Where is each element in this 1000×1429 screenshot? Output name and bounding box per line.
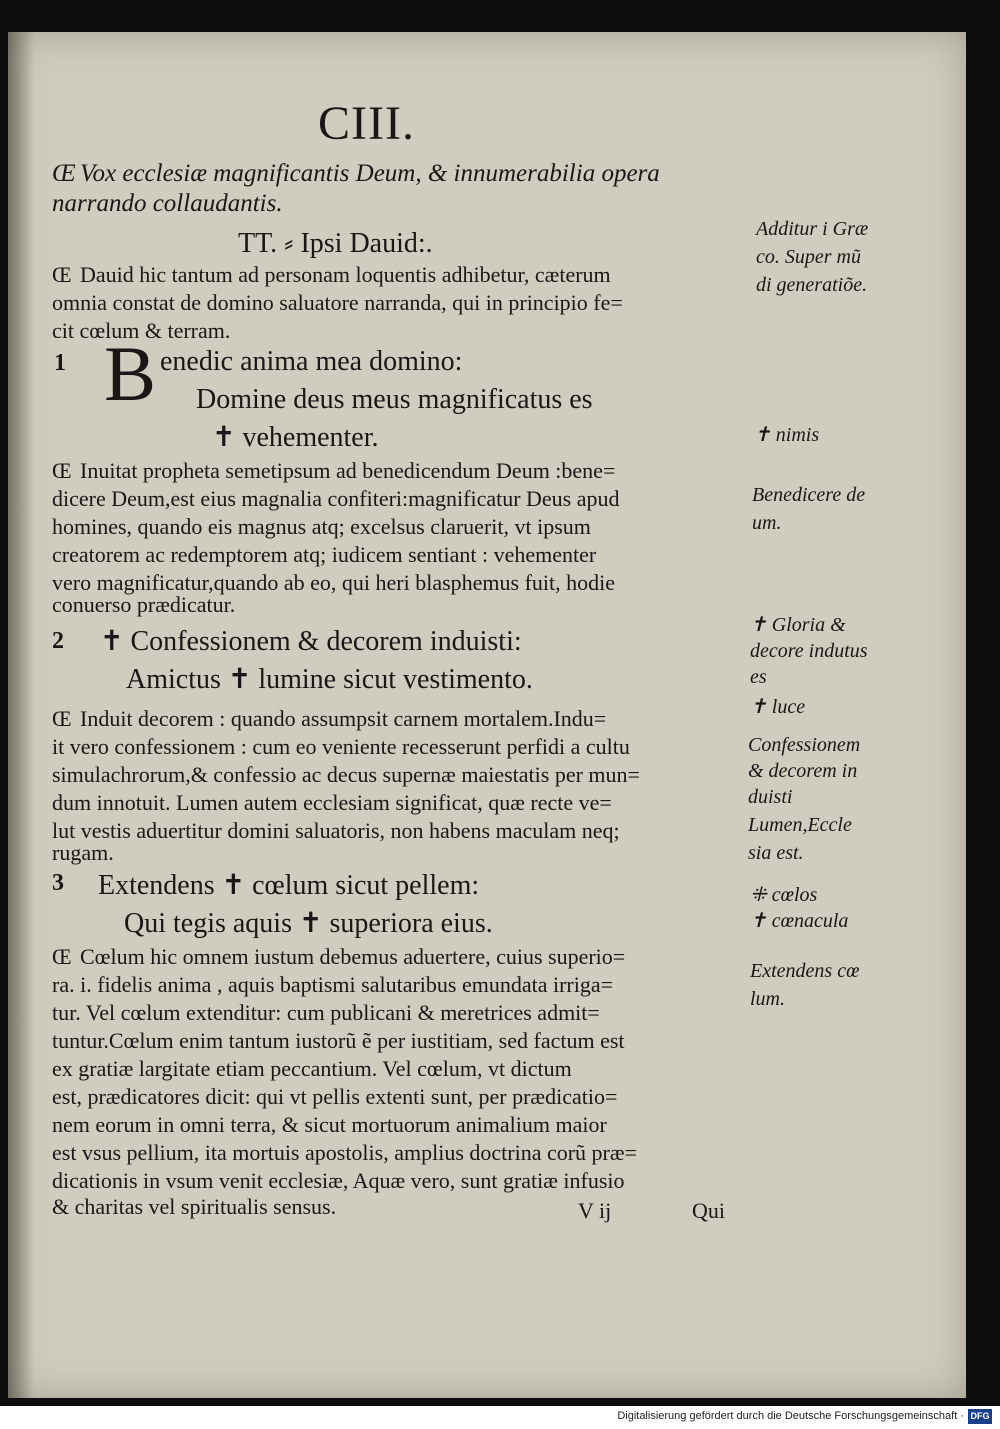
verse-3-number: 3 (52, 870, 64, 896)
marginal-note-4-line-1: ✝ Gloria & (750, 614, 846, 636)
verse-3-line-1: Extendens ✝ cœlum sicut pellem: (98, 870, 480, 901)
page-gutter-shadow (8, 32, 34, 1398)
commentary-2-line-5: vero magnificatur,quando ab eo, qui heri blasphemus fuit, hodie (52, 570, 616, 595)
commentary-3-line-1: Œ Induit decorem : quando assumpsit carnem mortalem.Indu= (52, 706, 607, 731)
commentary-4-line-10: & charitas vel spiritualis sensus. (52, 1194, 337, 1219)
argument-line-2: narrando collaudantis. (52, 190, 283, 217)
verse-2-line-1: ✝ Confessionem & decorem induisti: (100, 626, 522, 657)
commentary-2-line-6: conuerso prædicatur. (52, 592, 236, 617)
signature-mark: V ij (578, 1198, 612, 1223)
marginal-note-2: ✝ nimis (754, 424, 820, 446)
funding-credit: Digitalisierung gefördert durch die Deutsche Forschungsgemeinschaft · (617, 1410, 964, 1422)
commentary-1-line-2: omnia constat de domino saluatore narranda, qui in principio fe= (52, 290, 623, 315)
psalm-title-line: TT. ⸗ Ipsi Dauid:. (238, 228, 433, 259)
marginal-note-6-line-5: sia est. (748, 842, 804, 864)
marginal-note-1-line-3: di generatiõe. (756, 274, 868, 296)
commentary-3-line-3: simulachrorum,& confessio ac decus supernæ maiestatis per mun= (52, 762, 640, 787)
marginal-note-6-line-4: Lumen,Eccle (748, 814, 852, 836)
commentary-4-line-4: tuntur.Cœlum enim tantum iustorũ ẽ per iustitiam, sed factum est (52, 1028, 625, 1053)
pilcrow-icon: Œ (52, 262, 72, 287)
commentary-2-line-4: creatorem ac redemptorem atq; iudicem sentiant : vehementer (52, 542, 597, 567)
commentary-3-line-6: rugam. (52, 840, 114, 865)
pilcrow-icon: Œ (52, 458, 72, 483)
marginal-note-7-line-2: ✝ cœnacula (750, 910, 849, 932)
commentary-1-line-1: Œ Dauid hic tantum ad personam loquentis adhibetur, cæterum (52, 262, 611, 287)
footer-bar (0, 1406, 1000, 1429)
commentary-1-line-3: cit cœlum & terram. (52, 318, 231, 343)
marginal-note-5: ✝ luce (750, 696, 806, 718)
verse-1-number: 1 (54, 350, 66, 376)
marginal-note-3-line-1: Benedicere de (752, 484, 866, 506)
marginal-note-3-line-2: um. (752, 512, 782, 534)
marginal-note-8-line-1: Extendens cœ (750, 960, 860, 982)
commentary-4-line-9: dicationis in vsum venit ecclesiæ, Aquæ vero, sunt gratiæ infusio (52, 1168, 625, 1193)
dfg-logo-icon: DFG (968, 1409, 992, 1424)
commentary-2-line-1: Œ Inuitat propheta semetipsum ad benedicendum Deum :bene= (52, 458, 616, 483)
pilcrow-icon: Œ (52, 706, 72, 731)
marginal-note-7-line-1: ⁜ cœlos (750, 884, 818, 906)
verse-2-line-2: Amictus ✝ lumine sicut vestimento. (126, 664, 533, 695)
commentary-4-line-5: ex gratiæ largitate etiam peccantium. Vel cœlum, vt dictum (52, 1056, 572, 1081)
commentary-4-line-1: Œ Cœlum hic omnem iustum debemus aduertere, cuius superio= (52, 944, 626, 969)
commentary-3-line-5: lut vestis aduertitur domini saluatoris, non habens maculam neq; (52, 818, 620, 843)
commentary-4-line-2: ra. i. fidelis anima , aquis baptismi salutaribus emundata irriga= (52, 972, 614, 997)
marginal-note-8-line-2: lum. (750, 988, 785, 1010)
psalm-number-heading: CIII. (318, 97, 415, 150)
verse-1-line-1-text: enedic anima mea domino: (160, 346, 463, 377)
catchword: Qui (692, 1198, 725, 1223)
pilcrow-icon: Œ (52, 944, 72, 969)
commentary-3-line-2: it vero confessionem : cum eo veniente recesserunt perfidi a cultu (52, 734, 630, 759)
verse-2-number: 2 (52, 628, 64, 654)
marginal-note-6-line-1: Confessionem (748, 734, 861, 756)
commentary-4-line-6: est, prædicatores dicit: qui vt pellis extenti sunt, per prædicatio= (52, 1084, 618, 1109)
commentary-2-line-2: dicere Deum,est eius magnalia confiteri:magnificatur Deus apud (52, 486, 620, 511)
commentary-4-line-3: tur. Vel cœlum extenditur: cum publicani & meretrices admit= (52, 1000, 600, 1025)
verse-1-line-2: Domine deus meus magnificatus es (196, 384, 593, 415)
argument-line-1: Œ Vox ecclesiæ magnificantis Deum, & innumerabilia opera (52, 160, 660, 187)
marginal-note-1-line-1: Additur i Græ (756, 218, 869, 240)
commentary-4-line-7: nem eorum in omni terra, & sicut mortuorum animalium maior (52, 1112, 607, 1137)
marginal-note-6-line-2: & decorem in (748, 760, 858, 782)
marginal-note-6-line-3: duisti (748, 786, 793, 808)
verse-1-line-1 (160, 346, 462, 378)
drop-cap: B (104, 330, 157, 417)
commentary-2-line-3: homines, quando eis magnus atq; excelsus claruerit, vt ipsum (52, 514, 591, 539)
pilcrow-icon: Œ (52, 160, 76, 187)
verse-1-line-3: ✝ vehementer. (212, 422, 379, 453)
marginal-note-1-line-2: co. Super mũ (756, 246, 861, 268)
commentary-3-line-4: dum innotuit. Lumen autem ecclesiam significat, quæ recte ve= (52, 790, 612, 815)
marginal-note-4-line-2: decore indutus (750, 640, 868, 662)
verse-3-line-2: Qui tegis aquis ✝ superiora eius. (124, 908, 493, 939)
commentary-4-line-8: est vsus pellium, ita mortuis apostolis, amplius doctrina corũ præ= (52, 1140, 637, 1165)
marginal-note-4-line-3: es (750, 666, 767, 688)
